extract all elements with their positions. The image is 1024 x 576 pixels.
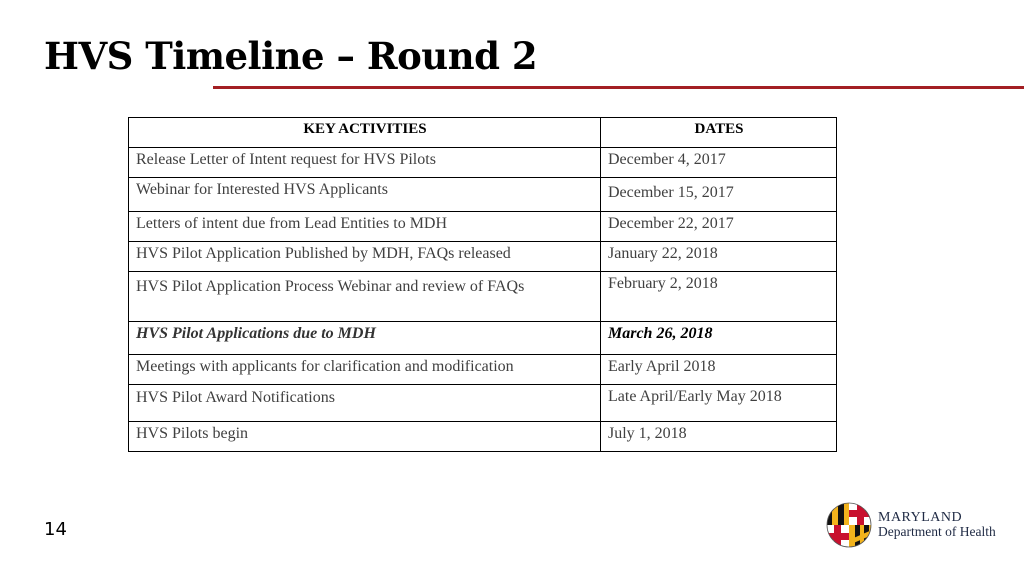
date-cell: January 22, 2018 xyxy=(601,242,837,272)
activity-cell: Meetings with applicants for clarification and modification xyxy=(129,355,601,385)
activity-cell: Letters of intent due from Lead Entities to MDH xyxy=(129,212,601,242)
title-underline xyxy=(213,86,1024,89)
activity-cell: Release Letter of Intent request for HVS Pilots xyxy=(129,148,601,178)
activity-cell: HVS Pilot Applications due to MDH xyxy=(129,322,601,355)
maryland-flag-icon xyxy=(826,502,872,548)
table-row xyxy=(129,272,837,322)
timeline-table xyxy=(128,117,837,452)
activity-cell: HVS Pilots begin xyxy=(129,422,601,452)
activity-cell: HVS Pilot Application Process Webinar and review of FAQs xyxy=(129,272,601,322)
column-header-dates: DATES xyxy=(601,118,837,148)
date-cell: Late April/Early May 2018 xyxy=(601,385,837,422)
maryland-health-logo xyxy=(826,502,996,548)
activity-cell: HVS Pilot Award Notifications xyxy=(129,385,601,422)
table-row xyxy=(129,385,837,422)
page-number: 14 xyxy=(44,519,67,540)
date-cell: December 22, 2017 xyxy=(601,212,837,242)
logo-line-maryland: MARYLAND xyxy=(878,509,963,525)
date-cell: February 2, 2018 xyxy=(601,272,837,322)
table-header-row xyxy=(129,118,837,148)
logo-line-department: Department of Health xyxy=(878,524,996,540)
table-row xyxy=(129,178,837,212)
table-row xyxy=(129,422,837,452)
column-header-activities: KEY ACTIVITIES xyxy=(129,118,601,148)
date-cell: March 26, 2018 xyxy=(601,322,837,355)
activity-cell: Webinar for Interested HVS Applicants xyxy=(129,178,601,212)
table-row xyxy=(129,148,837,178)
page-title: HVS Timeline – Round 2 xyxy=(44,34,538,78)
table-row xyxy=(129,212,837,242)
date-cell: July 1, 2018 xyxy=(601,422,837,452)
date-cell: Early April 2018 xyxy=(601,355,837,385)
activity-cell: HVS Pilot Application Published by MDH, FAQs released xyxy=(129,242,601,272)
date-cell: December 15, 2017 xyxy=(601,178,837,212)
table-row-highlighted xyxy=(129,322,837,355)
date-cell: December 4, 2017 xyxy=(601,148,837,178)
table-row xyxy=(129,355,837,385)
table-row xyxy=(129,242,837,272)
